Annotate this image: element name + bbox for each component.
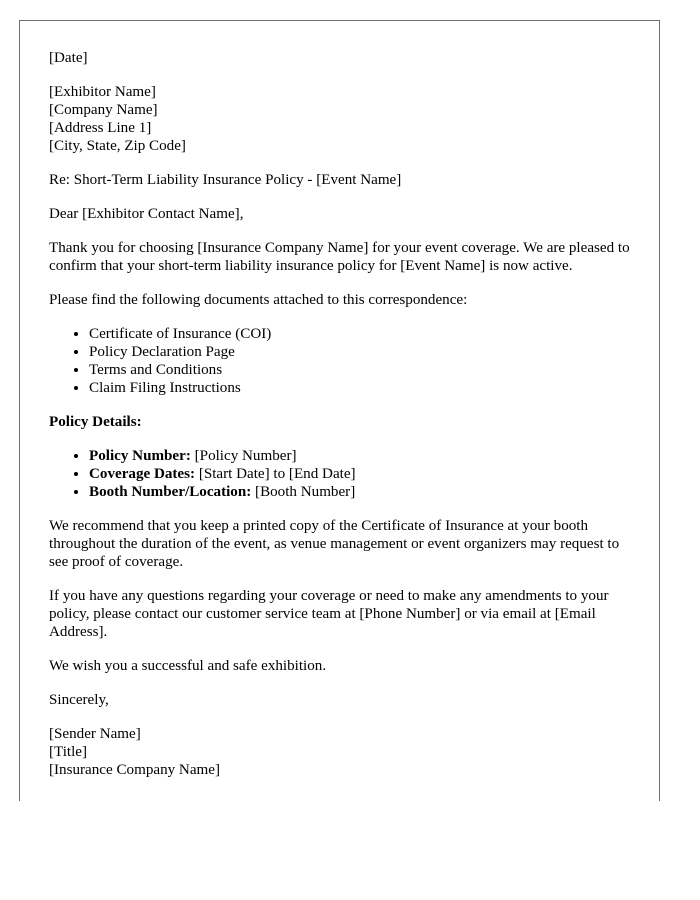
signature-block bbox=[49, 725, 634, 779]
letter-subject: Re: Short-Term Liability Insurance Policy - [Event Name] bbox=[49, 172, 402, 188]
policy-details-list bbox=[49, 447, 634, 501]
recommendation-paragraph: We recommend that you keep a printed copy of the Certificate of Insurance at your booth throughout the duration of the event, as venue management or event organizers may request to see proof of coverage. bbox=[49, 518, 620, 570]
letter-salutation: Dear [Exhibitor Contact Name], bbox=[49, 206, 244, 222]
sender-title: [Title] bbox=[49, 744, 88, 760]
letter-date: [Date] bbox=[49, 50, 88, 66]
booth-value: [Booth Number] bbox=[251, 484, 356, 500]
recipient-address bbox=[49, 83, 634, 155]
recipient-name: [Exhibitor Name] bbox=[49, 84, 156, 100]
letter-content bbox=[49, 49, 634, 795]
intro-paragraph: Thank you for choosing [Insurance Company Name] for your event coverage. We are pleased to confirm that your short-term liability insurance policy for [Event Name] is now active. bbox=[49, 240, 630, 274]
list-item: • Policy Declaration Page bbox=[89, 343, 634, 361]
wish-paragraph: We wish you a successful and safe exhibition. bbox=[49, 658, 327, 674]
booth-item bbox=[89, 483, 634, 501]
recipient-city-state-zip: [City, State, Zip Code] bbox=[49, 138, 186, 154]
documents-list bbox=[49, 325, 634, 397]
booth-label: Booth Number/Location: bbox=[89, 484, 252, 500]
contact-paragraph: If you have any questions regarding your coverage or need to make any amendments to your policy, please contact our customer service team at [Phone Number] or via email at [Email Address]. bbox=[49, 588, 609, 640]
coverage-dates-label: Coverage Dates: bbox=[89, 466, 196, 482]
coverage-dates-item bbox=[89, 465, 634, 483]
list-item: • Certificate of Insurance (COI) bbox=[89, 325, 634, 343]
letter-page bbox=[19, 20, 660, 801]
sender-name: [Sender Name] bbox=[49, 726, 141, 742]
recipient-company: [Company Name] bbox=[49, 102, 158, 118]
documents-intro: Please find the following documents attached to this correspondence: bbox=[49, 292, 468, 308]
list-item: • Terms and Conditions bbox=[89, 361, 634, 379]
policy-number-label: Policy Number: bbox=[89, 448, 191, 464]
policy-number-value: [Policy Number] bbox=[190, 448, 297, 464]
letter-closing: Sincerely, bbox=[49, 692, 109, 708]
policy-number-item bbox=[89, 447, 634, 465]
recipient-address-line1: [Address Line 1] bbox=[49, 120, 152, 136]
policy-details-heading: Policy Details: bbox=[49, 414, 142, 430]
coverage-dates-value: [Start Date] to [End Date] bbox=[195, 466, 356, 482]
sender-company: [Insurance Company Name] bbox=[49, 762, 220, 778]
list-item: • Claim Filing Instructions bbox=[89, 379, 634, 397]
